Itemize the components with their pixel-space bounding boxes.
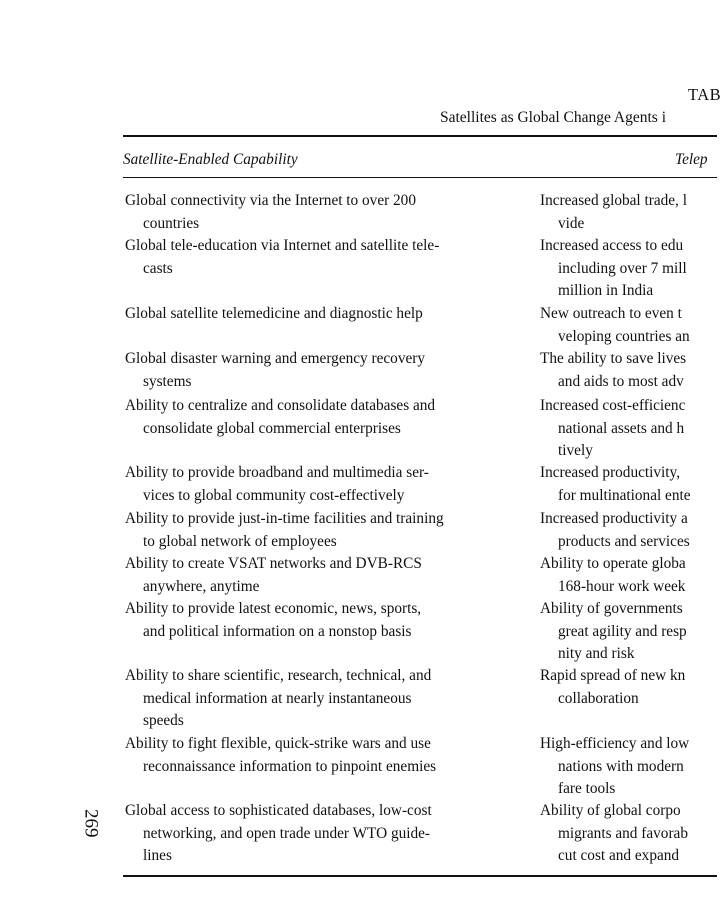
cell-line: Ability to share scientific, research, technical, and	[125, 667, 432, 684]
cell-line: including over 7 mill	[558, 259, 687, 277]
cell-line: vide	[558, 214, 585, 232]
capability-cell	[125, 733, 436, 778]
cell-line: collaboration	[558, 689, 639, 707]
cell-line: fare tools	[558, 780, 616, 797]
cell-line: million in India	[558, 282, 654, 299]
impact-cell	[540, 733, 689, 801]
cell-line: Ability to fight flexible, quick-strike wars and use	[125, 735, 431, 752]
impact-cell	[540, 190, 687, 235]
cell-line: Increased global trade, l	[540, 192, 687, 209]
cell-line: migrants and favorab	[558, 824, 688, 842]
page-number-text: 269	[80, 809, 102, 838]
cell-line: Global disaster warning and emergency recovery	[125, 350, 426, 367]
impact-cell	[540, 462, 691, 507]
capability-cell	[125, 800, 432, 868]
cell-line: and political information on a nonstop basis	[143, 622, 412, 640]
cell-line: Increased productivity a	[540, 510, 688, 527]
cell-line: networking, and open trade under WTO guide-	[143, 824, 431, 842]
cell-line: vices to global community cost-effectively	[143, 486, 405, 504]
cell-line: national assets and h	[558, 419, 685, 437]
column-header-impact: Telep	[675, 151, 708, 168]
page-number	[76, 809, 106, 840]
cell-line: tively	[558, 442, 593, 459]
cell-line: medical information at nearly instantaneous	[143, 689, 412, 707]
capability-cell	[125, 235, 439, 280]
cell-line: High-efficiency and low	[540, 735, 690, 752]
cell-line: and aids to most adv	[558, 372, 684, 390]
cell-line: Increased cost-efficienc	[540, 397, 686, 414]
cell-line: Increased access to edu	[540, 237, 684, 254]
cell-line: Ability to create VSAT networks and DVB-RCS	[125, 555, 422, 572]
cell-line: New outreach to even t	[540, 305, 682, 322]
cell-line: systems	[143, 372, 192, 390]
cell-line: Ability to centralize and consolidate databases and	[125, 397, 436, 414]
cell-line: for multinational ente	[558, 486, 691, 504]
impact-cell	[540, 235, 687, 303]
top-rule	[123, 135, 717, 137]
cell-line: great agility and resp	[558, 622, 687, 640]
cell-line: Ability to provide broadband and multimedia ser-	[125, 464, 429, 481]
cell-line: to global network of employees	[143, 532, 337, 550]
header-rule	[123, 177, 717, 178]
capability-cell	[125, 508, 444, 553]
cell-line: nity and risk	[558, 645, 635, 662]
impact-cell	[540, 800, 688, 868]
cell-line: consolidate global commercial enterprises	[143, 419, 401, 437]
cell-line: Rapid spread of new kn	[540, 667, 686, 684]
capability-cell	[125, 348, 425, 393]
cell-line: Global tele-education via Internet and satellite tele-	[125, 237, 440, 254]
cell-line: Global connectivity via the Internet to over 200	[125, 192, 416, 209]
impact-cell	[540, 395, 685, 463]
cell-line: Ability to provide just-in-time facilities and training	[125, 510, 444, 527]
capability-cell	[125, 190, 416, 235]
cell-line: countries	[143, 214, 200, 232]
cell-line: nations with modern	[558, 757, 684, 775]
table-label: TAB	[688, 85, 721, 104]
impact-cell	[540, 303, 690, 348]
bottom-rule	[123, 875, 717, 877]
impact-cell	[540, 508, 690, 553]
capability-cell	[125, 553, 422, 598]
cell-line: Ability to operate globa	[540, 555, 686, 572]
cell-line: Increased productivity,	[540, 464, 681, 481]
cell-line: speeds	[143, 712, 184, 729]
impact-cell	[540, 553, 686, 598]
capability-cell	[125, 598, 421, 643]
cell-line: Ability to provide latest economic, news, sports,	[125, 600, 422, 617]
cell-line: cut cost and expand	[558, 847, 680, 864]
capability-cell	[125, 395, 435, 440]
cell-line: casts	[143, 259, 173, 277]
impact-cell	[540, 598, 687, 666]
cell-line: Global access to sophisticated databases, low-cost	[125, 802, 432, 819]
cell-line: lines	[143, 847, 172, 864]
capability-cell	[125, 303, 423, 326]
cell-line: products and services	[558, 532, 690, 550]
cell-line: anywhere, anytime	[143, 577, 260, 595]
cell-line: reconnaissance information to pinpoint enemies	[143, 757, 437, 775]
cell-line: 168-hour work week	[558, 577, 686, 595]
capability-cell	[125, 462, 429, 507]
cell-line: veloping countries an	[558, 327, 690, 345]
cell-line: Ability of global corpo	[540, 802, 681, 819]
impact-cell	[540, 665, 685, 710]
capability-cell	[125, 665, 431, 733]
column-header-capability: Satellite-Enabled Capability	[123, 151, 298, 168]
table-caption: Satellites as Global Change Agents i	[440, 109, 667, 126]
cell-line: Ability of governments	[540, 600, 683, 617]
cell-line: The ability to save lives	[540, 350, 687, 367]
cell-line: Global satellite telemedicine and diagnostic help	[125, 305, 423, 322]
impact-cell	[540, 348, 686, 393]
